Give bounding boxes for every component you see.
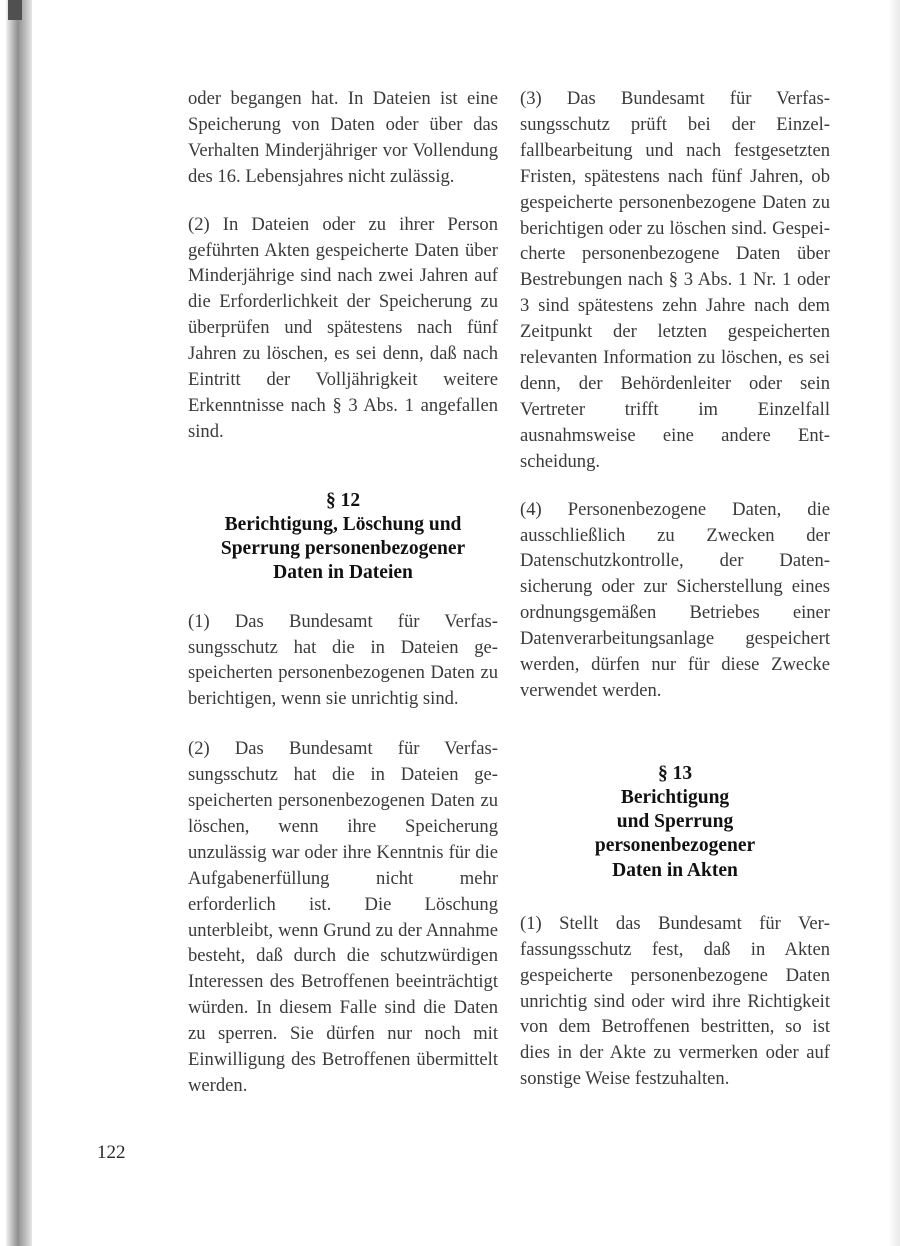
section13-title-line-4: Daten in Akten [612, 859, 738, 881]
section13-title-line-3: personenbezogener [594, 835, 756, 857]
section12-title-line-2: Sperrung personenbezogener [220, 538, 466, 560]
section12-title-line-3: Daten in Dateien [273, 562, 413, 584]
section12-title-line-1: Berichtigung, Löschung und [224, 513, 462, 535]
page-binding-edge [6, 0, 32, 1246]
paragraph-section12-2: (2) Das Bundesamt für Verfassungsschutz hat die in Dateien gespeicherten personenbezogenen Daten zu löschen, wenn ihre Speicherung unzulässig war oder ihre Kenntnis für die Aufgabenerfüllung nicht mehr erforderlich ist. Die Löschung unterbleibt, wenn Grund zu der Annahme besteht, daß durch die schutzwürdigen Interessen des Betroffenen beeinträchtigt würden. In diesem Falle sind die Daten zu sperren. Sie dürfen nur noch mit Einwilligung des Betroffenen übermittelt werden. [188, 738, 498, 1096]
page-right-edge [888, 0, 900, 1246]
section13-title-line-1: Berichtigung [620, 787, 730, 809]
section13-heading [520, 762, 830, 883]
left-column [188, 86, 498, 1099]
page-number: 122 [97, 1142, 126, 1163]
section12-number: § 12 [325, 489, 361, 511]
section13-number: § 13 [657, 762, 693, 784]
paragraph-section11-2: (2) In Dateien oder zu ihrer Person geführten Akten gespeicherte Daten über Minderjährige sind nach zwei Jahren auf die Erforderlichkeit der Speicherung zu überprüfen und spätestens nach fünf Jahren zu löschen, es sei denn, daß nach Eintritt der Volljährigkeit weitere Erkenntnisse nach § 3 Abs. 1 angefallen sind. [188, 213, 498, 442]
binding-shadow [8, 0, 22, 20]
paragraph-section12-4: (4) Personenbezogene Daten, die ausschließlich zu Zwecken der Datenschutzkontrolle, der Datensicherung oder zur Sicherstellung eines ordnungsgemäßen Betriebes einer Datenverarbeitungsanlage gespeichert werden, dürfen nur für diese Zwecke verwendet werden. [520, 498, 830, 701]
paragraph-continuation: oder begangen hat. In Dateien ist eine Speicherung von Daten oder über das Verhalten Minderjähriger vor Vollendung des 16. Lebensjahres nicht zulässig. [188, 88, 498, 187]
section13-title-line-2: und Sperrung [616, 811, 734, 833]
paragraph-section12-3: (3) Das Bundesamt für Verfassungsschutz prüft bei der Einzelfallbearbeitung und nach festgesetzten Fristen, spätestens nach fünf Jahren, ob gespeicherte personenbezogene Daten zu berichtigen oder zu löschen sind. Gespeicherte personenbezogene Daten über Bestrebungen nach § 3 Abs. 1 Nr. 1 oder 3 sind spätestens zehn Jahre nach dem Zeitpunkt der letzten gespeicherten relevanten Information zu löschen, es sei denn, der Behördenleiter oder sein Vertreter trifft im Einzelfall ausnahmsweise eine andere Entscheidung. [520, 88, 830, 472]
paragraph-section12-1: (1) Das Bundesamt für Verfassungsschutz hat die in Dateien gespeicherten personenbezogenen Daten zu berichtigen, wenn sie unrichtig sind. [188, 610, 498, 710]
paragraph-section13-1: (1) Stellt das Bundesamt für Verfassungsschutz fest, daß in Akten gespeicherte personenbezogene Daten unrichtig sind oder wird ihre Richtigkeit von dem Betroffenen bestritten, so ist dies in der Akte zu vermerken oder auf sonstige Weise festzuhalten. [520, 912, 830, 1090]
right-column [520, 86, 830, 1092]
section12-heading [188, 489, 498, 586]
